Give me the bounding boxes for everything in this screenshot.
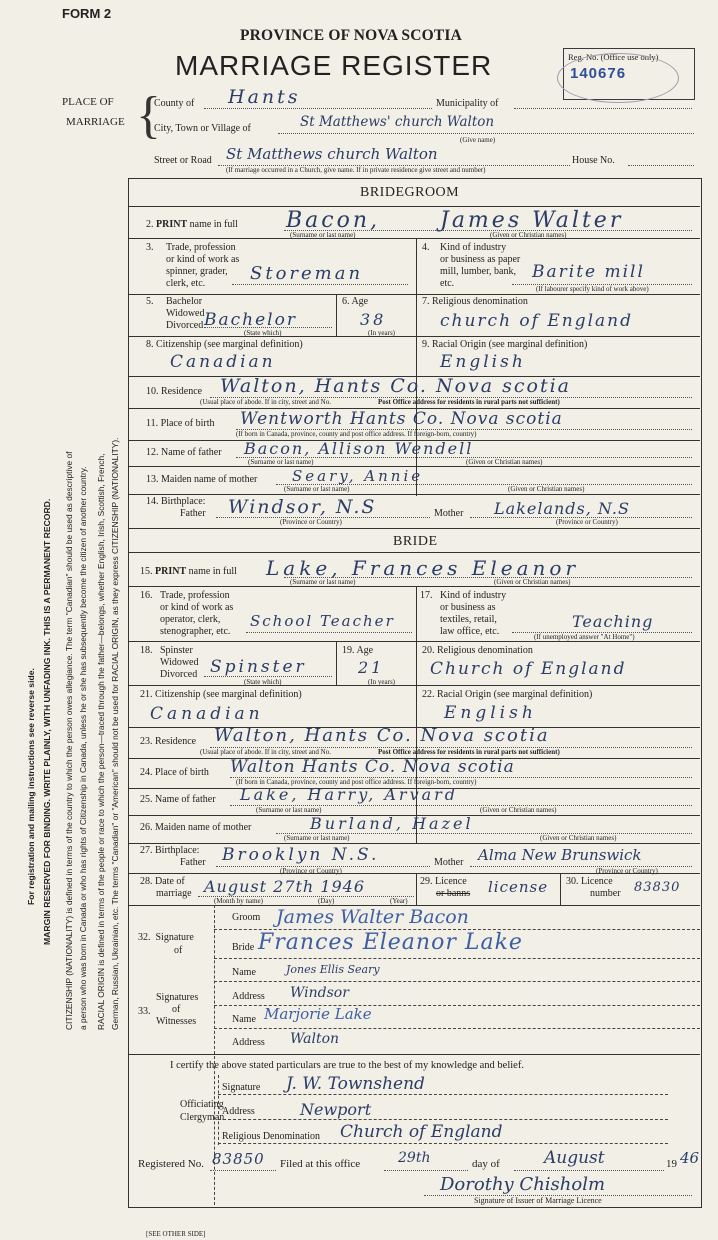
field-29-label: 29. Licence or banns xyxy=(420,876,471,899)
state-which-hint: (State which) xyxy=(244,329,282,337)
margin-citizenship-def-1: CITIZENSHIP (NATIONALITY) is defined in terms of the country to which the person owes allegiance. The term "Canadian" should be used as descriptive of xyxy=(64,451,74,1030)
city-value: St Matthews' church Walton xyxy=(300,114,495,130)
groom-citizenship: Canadian xyxy=(170,352,276,372)
clergy-address-label: Address xyxy=(222,1106,255,1117)
groom-birthplace: Wentworth Hants Co. Nova scotia xyxy=(240,409,563,429)
field-25-label: 25. Name of father xyxy=(140,794,216,805)
field-18-label: Spinster Widowed Divorced xyxy=(160,645,199,680)
city-label: City, Town or Village of xyxy=(154,123,251,134)
bride-residence-hint-a: (Usual place of abode. If in city, street and No. xyxy=(200,748,331,756)
field-5-label: Bachelor Widowed Divorced xyxy=(166,296,205,331)
groom-mother: Seary, Annie xyxy=(292,467,424,485)
bride-country-hint-mother: (Province or Country) xyxy=(596,867,658,875)
marriage-date: August 27th 1946 xyxy=(204,877,366,896)
groom-mother-birthplace: Lakelands, N.S xyxy=(494,499,630,518)
field-3-num: 3. xyxy=(146,242,154,253)
groom-father-birthplace: Windsor, N.S xyxy=(228,496,377,518)
bridegroom-heading: BRIDEGROOM xyxy=(360,185,460,200)
margin-racial-def-1: RACIAL ORIGIN is defined in terms of the people or race to which the person—traced through the father—belongs, whether English, Irish, Scottish, French, xyxy=(96,453,106,1030)
give-name-hint: (Give name) xyxy=(460,136,496,144)
field-4-num: 4. xyxy=(422,242,430,253)
field-14-mother-label: Mother xyxy=(434,508,464,519)
municipality-label: Municipality of xyxy=(436,98,499,109)
bride-in-years-hint: (In years) xyxy=(368,678,396,686)
registered-label: Registered No. xyxy=(138,1158,204,1170)
witness2-name: Marjorie Lake xyxy=(264,1005,372,1023)
field-16-label: Trade, profession or kind of work as operator, clerk, stenographer, etc. xyxy=(160,590,234,637)
reg-no-box xyxy=(563,48,695,100)
year-prefix: 19 xyxy=(666,1158,677,1170)
bride-signature: Frances Eleanor Lake xyxy=(258,930,523,955)
day-of-label: day of xyxy=(472,1158,500,1170)
labourer-hint: (If labourer specify kind of work above) xyxy=(536,285,649,293)
witness2-address-label: Address xyxy=(232,1037,265,1048)
marriage-label: MARRIAGE xyxy=(66,116,125,128)
margin-binding-note: MARGIN RESERVED FOR BINDING. WRITE PLAINLY, WITH UNFADING INK. THIS IS A PERMANENT RECORD. xyxy=(42,498,52,945)
field-33-num: 33. xyxy=(138,1006,151,1017)
margin-citizenship-def-2: a person who was born in Canada or who has rights of Citizenship in Canada, unless he or she has subsequently become the citizen of another country. xyxy=(78,466,88,1030)
field-19-label: 19. Age xyxy=(342,645,374,656)
county-value: Hants xyxy=(228,86,301,108)
house-label: House No. xyxy=(572,155,615,166)
bride-father-birthplace: Brooklyn N.S. xyxy=(222,845,380,865)
field-16-num: 16. xyxy=(140,590,153,601)
bride-religion: Church of England xyxy=(430,659,627,679)
month-hint: (Month by name) xyxy=(214,897,263,905)
street-label: Street or Road xyxy=(154,155,212,166)
clergy-signature: J. W. Townshend xyxy=(286,1074,425,1094)
residence-hint-a: (Usual place of abode. If in city, street and No. xyxy=(200,398,331,406)
field-6-label: 6. Age xyxy=(342,296,369,307)
reg-stamp-oval xyxy=(557,53,679,103)
witness1-name-label: Name xyxy=(232,967,256,978)
groom-label: Groom xyxy=(232,912,261,923)
residence-hint-b: Post Office address for residents in rural parts not sufficient) xyxy=(378,398,560,406)
bride-residence: Walton, Hants Co. Nova scotia xyxy=(214,725,550,746)
father-surname-hint: (Surname or last name) xyxy=(248,458,314,466)
unemployed-hint: (If unemployed answer "At Home") xyxy=(534,633,635,641)
bride-industry: Teaching xyxy=(572,612,654,631)
year-hint: (Year) xyxy=(390,897,408,905)
groom-surname: Bacon, xyxy=(286,208,381,233)
place-label: PLACE OF xyxy=(62,96,114,108)
field-28-label: 28. Date of marriage xyxy=(140,876,192,899)
groom-status: Bachelor xyxy=(204,310,297,330)
bride-label: Bride xyxy=(232,942,255,953)
groom-residence: Walton, Hants Co. Nova scotia xyxy=(220,375,571,397)
field-2-label: 2. PRINT name in full xyxy=(146,219,238,230)
witness1-address: Windsor xyxy=(290,985,349,1001)
groom-industry: Barite mill xyxy=(532,262,645,282)
field-17-num: 17. xyxy=(420,590,433,601)
bride-name: Lake, Frances Eleanor xyxy=(266,556,580,580)
field-27-label: 27. Birthplace: xyxy=(140,845,200,856)
field-14-father-label: Father xyxy=(180,508,206,519)
field-33-label: Signatures of Witnesses xyxy=(156,992,199,1027)
see-other-side: [SEE OTHER SIDE] xyxy=(146,1230,206,1238)
bride-father: Lake, Harry, Arvard xyxy=(240,785,459,804)
field-23-label: 23. Residence xyxy=(140,736,197,747)
field-27-father-label: Father xyxy=(180,857,206,868)
bride-mother-given-hint: (Given or Christian names) xyxy=(540,834,617,842)
church-note: (If marriage occurred in a Church, give name. If in private residence give street and number) xyxy=(226,166,486,174)
bride-mother-surname-hint: (Surname or last name) xyxy=(284,834,350,842)
witness2-address: Walton xyxy=(290,1031,340,1047)
groom-father: Bacon, Allison Wendell xyxy=(244,439,474,458)
field-9-label: 9. Racial Origin (see marginal definition) xyxy=(422,339,588,350)
clergy-address: Newport xyxy=(300,1100,372,1119)
bride-status: Spinster xyxy=(210,657,307,677)
birth-hint: (If born in Canada, province, county and post office address. If foreign-born, country) xyxy=(236,430,477,438)
field-15-label: 15. PRINT name in full xyxy=(140,566,237,577)
field-12-label: 12. Name of father xyxy=(146,447,222,458)
day-hint: (Day) xyxy=(318,897,335,905)
margin-racial-def-2: German, Russian, Ukrainian, etc. The terms "Canadian" or "American" should not be used for RACIAL ORIGIN, as they express CITIZENSHIP (NATIONALITY). xyxy=(110,437,120,1030)
field-18-num: 18. xyxy=(140,645,153,656)
bride-racial: English xyxy=(444,703,537,723)
bride-given-hint: (Given or Christian names) xyxy=(494,578,571,586)
bride-age: 21 xyxy=(358,658,385,677)
reg-no-stamp: 140676 xyxy=(570,65,627,82)
groom-signature: James Walter Bacon xyxy=(276,906,469,928)
street-value: St Matthews church Walton xyxy=(226,145,438,163)
clergy-denomination: Church of England xyxy=(340,1122,503,1142)
in-years-hint: (In years) xyxy=(368,329,396,337)
bride-mother: Burland, Hazel xyxy=(310,814,474,833)
bride-mother-birthplace: Alma New Brunswick xyxy=(478,846,642,864)
certification-text: I certify the above stated particulars are true to the best of my knowledge and belief. xyxy=(170,1060,524,1071)
bride-citizenship: Canadian xyxy=(150,704,264,724)
groom-age: 38 xyxy=(360,310,387,329)
field-8-label: 8. Citizenship (see marginal definition) xyxy=(146,339,303,350)
field-24-label: 24. Place of birth xyxy=(140,767,209,778)
filed-year: 46 xyxy=(680,1149,700,1167)
groom-trade: Storeman xyxy=(250,263,364,284)
field-17-label: Kind of industry or business as textiles, retail, law office, etc. xyxy=(440,590,507,637)
field-21-label: 21. Citizenship (see marginal definition) xyxy=(140,689,302,700)
province-heading: PROVINCE OF NOVA SCOTIA xyxy=(240,27,463,44)
witness1-address-label: Address xyxy=(232,991,265,1002)
bride-birthplace: Walton Hants Co. Nova scotia xyxy=(230,757,515,777)
field-27-mother-label: Mother xyxy=(434,857,464,868)
field-7-label: 7. Religious denomination xyxy=(422,296,528,307)
officiating-label: Officiating Clergyman xyxy=(180,1099,225,1123)
field-4-label: Kind of industry or business as paper mill, lumber, bank, etc. xyxy=(440,242,521,289)
bride-heading: BRIDE xyxy=(393,534,438,549)
registered-number: 83850 xyxy=(212,1150,265,1168)
groom-given: James Walter xyxy=(440,208,624,233)
country-hint-mother: (Province or Country) xyxy=(556,518,618,526)
bride-father-given-hint: (Given or Christian names) xyxy=(480,806,557,814)
country-hint-father: (Province or Country) xyxy=(280,518,342,526)
witness1-name: Jones Ellis Seary xyxy=(286,963,380,976)
filed-day: 29th xyxy=(398,1150,431,1166)
licence-number: 83830 xyxy=(634,880,681,895)
issuer-label: Signature of Issuer of Marriage Licence xyxy=(474,1196,602,1205)
given-hint: (Given or Christian names) xyxy=(490,231,567,239)
field-20-label: 20. Religious denomination xyxy=(422,645,533,656)
bride-surname-hint: (Surname or last name) xyxy=(290,578,356,586)
groom-racial: English xyxy=(440,352,526,372)
margin-instructions: For registration and mailing instructions see reverse side. xyxy=(26,668,36,905)
field-26-label: 26. Maiden name of mother xyxy=(140,822,252,833)
field-5-num: 5. xyxy=(146,296,154,307)
mother-given-hint: (Given or Christian names) xyxy=(508,485,585,493)
bride-father-surname-hint: (Surname or last name) xyxy=(256,806,322,814)
licence-type: license xyxy=(488,878,549,896)
issuer-signature: Dorothy Chisholm xyxy=(440,1174,606,1195)
bride-trade: School Teacher xyxy=(250,612,395,630)
field-10-label: 10. Residence xyxy=(146,386,203,397)
mother-surname-hint: (Surname or last name) xyxy=(284,485,350,493)
field-3-label: Trade, profession or kind of work as spinner, grader, clerk, etc. xyxy=(166,242,240,289)
field-13-label: 13. Maiden name of mother xyxy=(146,474,258,485)
form-number: FORM 2 xyxy=(62,6,112,21)
denomination-label: Religious Denomination xyxy=(222,1131,321,1142)
bride-state-which-hint: (State which) xyxy=(244,678,282,686)
field-30-label: 30. Licence number xyxy=(566,876,621,899)
county-label: County of xyxy=(154,98,195,109)
bride-residence-hint-b: Post Office address for residents in rural parts not sufficient) xyxy=(378,748,560,756)
reg-no-label: Reg. No. (Office use only) xyxy=(568,52,659,62)
surname-hint: (Surname or last name) xyxy=(290,231,356,239)
field-14-label: 14. Birthplace: xyxy=(146,496,206,507)
field-22-label: 22. Racial Origin (see marginal definition) xyxy=(422,689,593,700)
father-given-hint: (Given or Christian names) xyxy=(466,458,543,466)
field-32-label: 32. Signature of xyxy=(138,932,194,956)
place-brace: { xyxy=(136,87,161,144)
field-11-label: 11. Place of birth xyxy=(146,418,215,429)
clergy-signature-label: Signature xyxy=(222,1082,261,1093)
witness2-name-label: Name xyxy=(232,1014,256,1025)
groom-religion: church of England xyxy=(440,311,633,331)
bride-country-hint-father: (Province or Country) xyxy=(280,867,342,875)
page-title: MARRIAGE REGISTER xyxy=(175,50,493,81)
filed-label: Filed at this office xyxy=(280,1158,361,1170)
bride-birth-hint: (If born in Canada, province, county and post office address. If foreign-born, country) xyxy=(236,778,477,786)
filed-month: August xyxy=(544,1148,605,1168)
